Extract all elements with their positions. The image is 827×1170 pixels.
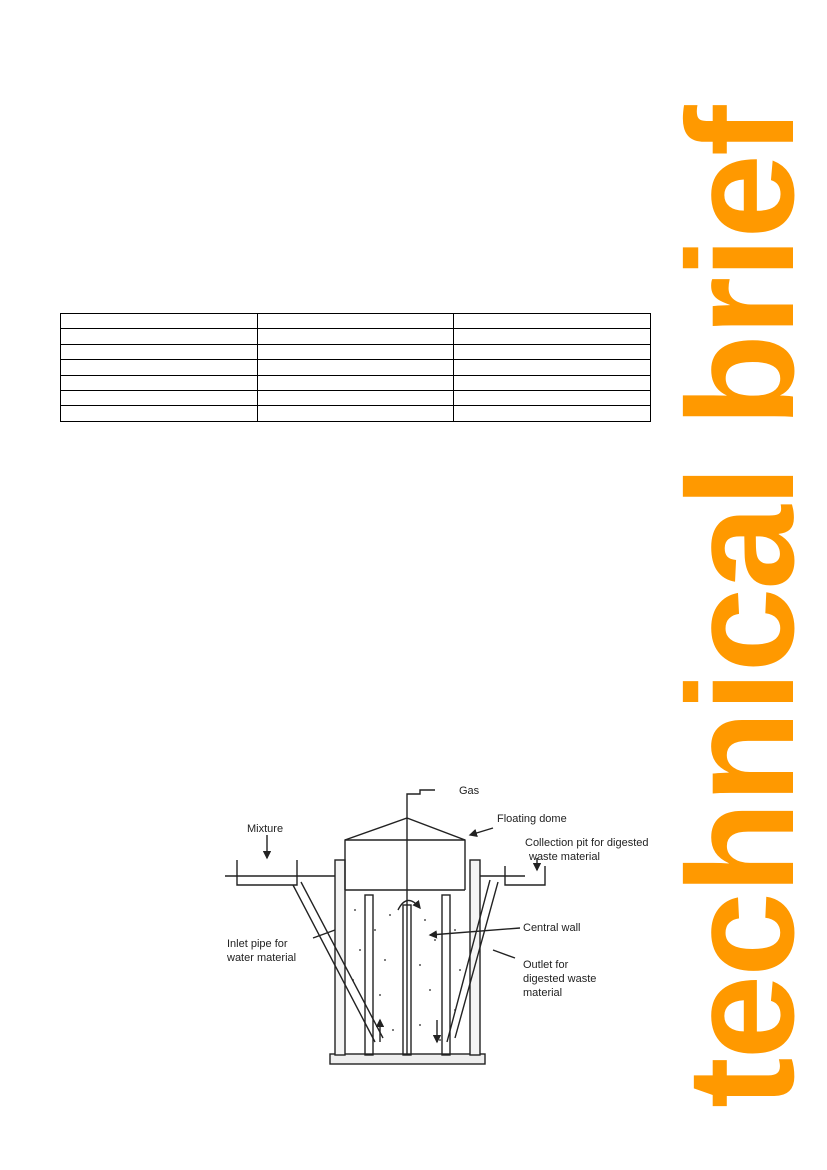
table-row: [61, 406, 651, 421]
outlet-label-line2: digested waste: [523, 973, 597, 985]
table-cell: [61, 375, 258, 390]
table-cell: [257, 314, 454, 329]
inlet-pipe-label-line1: Inlet pipe for: [227, 938, 288, 950]
table-cell: [257, 344, 454, 359]
outlet-label-line3: material: [523, 987, 563, 999]
collection-pit-label-line2: waste material: [529, 851, 600, 863]
mixture-label: Mixture: [247, 823, 284, 835]
table-cell: [454, 360, 651, 375]
outlet-label-line1: Outlet for: [523, 959, 569, 971]
collection-pit-label-line1: Collection pit for digested: [525, 837, 649, 849]
table-cell: [257, 375, 454, 390]
table-cell: [61, 406, 258, 421]
table-cell: [61, 329, 258, 344]
floating-dome-label: Floating dome: [497, 813, 567, 825]
table-cell: [454, 406, 651, 421]
table-cell: [61, 390, 258, 405]
table-row: [61, 375, 651, 390]
central-wall-label: Central wall: [523, 922, 581, 934]
table-cell: [257, 406, 454, 421]
table-cell: [454, 390, 651, 405]
table-cell: [61, 344, 258, 359]
empty-data-table: [60, 313, 651, 422]
side-title: technical brief: [656, 107, 826, 1108]
table-cell: [454, 329, 651, 344]
table-row: [61, 360, 651, 375]
table-cell: [454, 344, 651, 359]
table-cell: [454, 314, 651, 329]
table-cell: [61, 314, 258, 329]
gas-label: Gas: [459, 785, 480, 797]
table-row: [61, 329, 651, 344]
table-row: [61, 314, 651, 329]
table-cell: [257, 329, 454, 344]
table-row: [61, 390, 651, 405]
table-cell: [61, 360, 258, 375]
inlet-pipe-label-line2: water material: [227, 952, 297, 964]
table-cell: [257, 390, 454, 405]
table-cell: [454, 375, 651, 390]
table-cell: [257, 360, 454, 375]
table-row: [61, 344, 651, 359]
biogas-digester-diagram: [215, 780, 675, 1080]
